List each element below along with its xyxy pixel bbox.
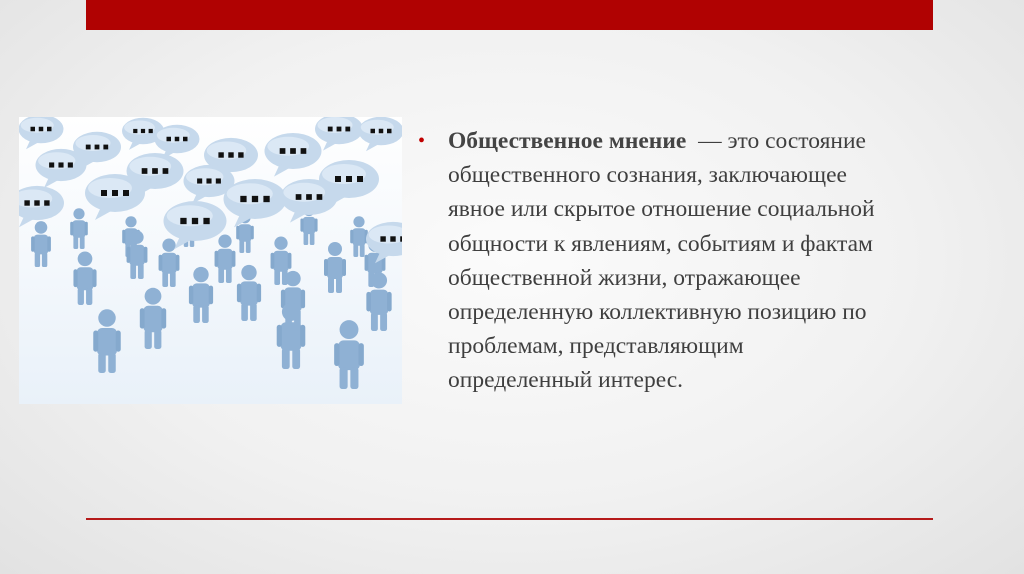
term-heading: Общественное мнение [448, 128, 687, 154]
definition-line: определенный интерес. [448, 367, 684, 394]
bottom-divider [86, 518, 933, 520]
bullet-item [418, 124, 978, 398]
definition-line: определенную коллективную позицию по [448, 299, 867, 326]
definition-block [418, 124, 978, 398]
definition-line-1 [448, 124, 978, 158]
top-accent-bar [86, 0, 933, 30]
definition-line: общественной жизни, отражающее [448, 264, 801, 291]
definition-line: явное или скрытое отношение социальной [448, 196, 875, 223]
definition-text: — это состояние [686, 128, 866, 154]
crowd-speech-bubbles-icon [19, 117, 402, 404]
definition-line: общности к явлениям, событиям и фактам [448, 230, 873, 257]
definition-line: проблемам, представляющим [448, 333, 744, 360]
definition-line: общественного сознания, заключающее [448, 162, 847, 189]
bullet-marker: • [418, 130, 426, 152]
